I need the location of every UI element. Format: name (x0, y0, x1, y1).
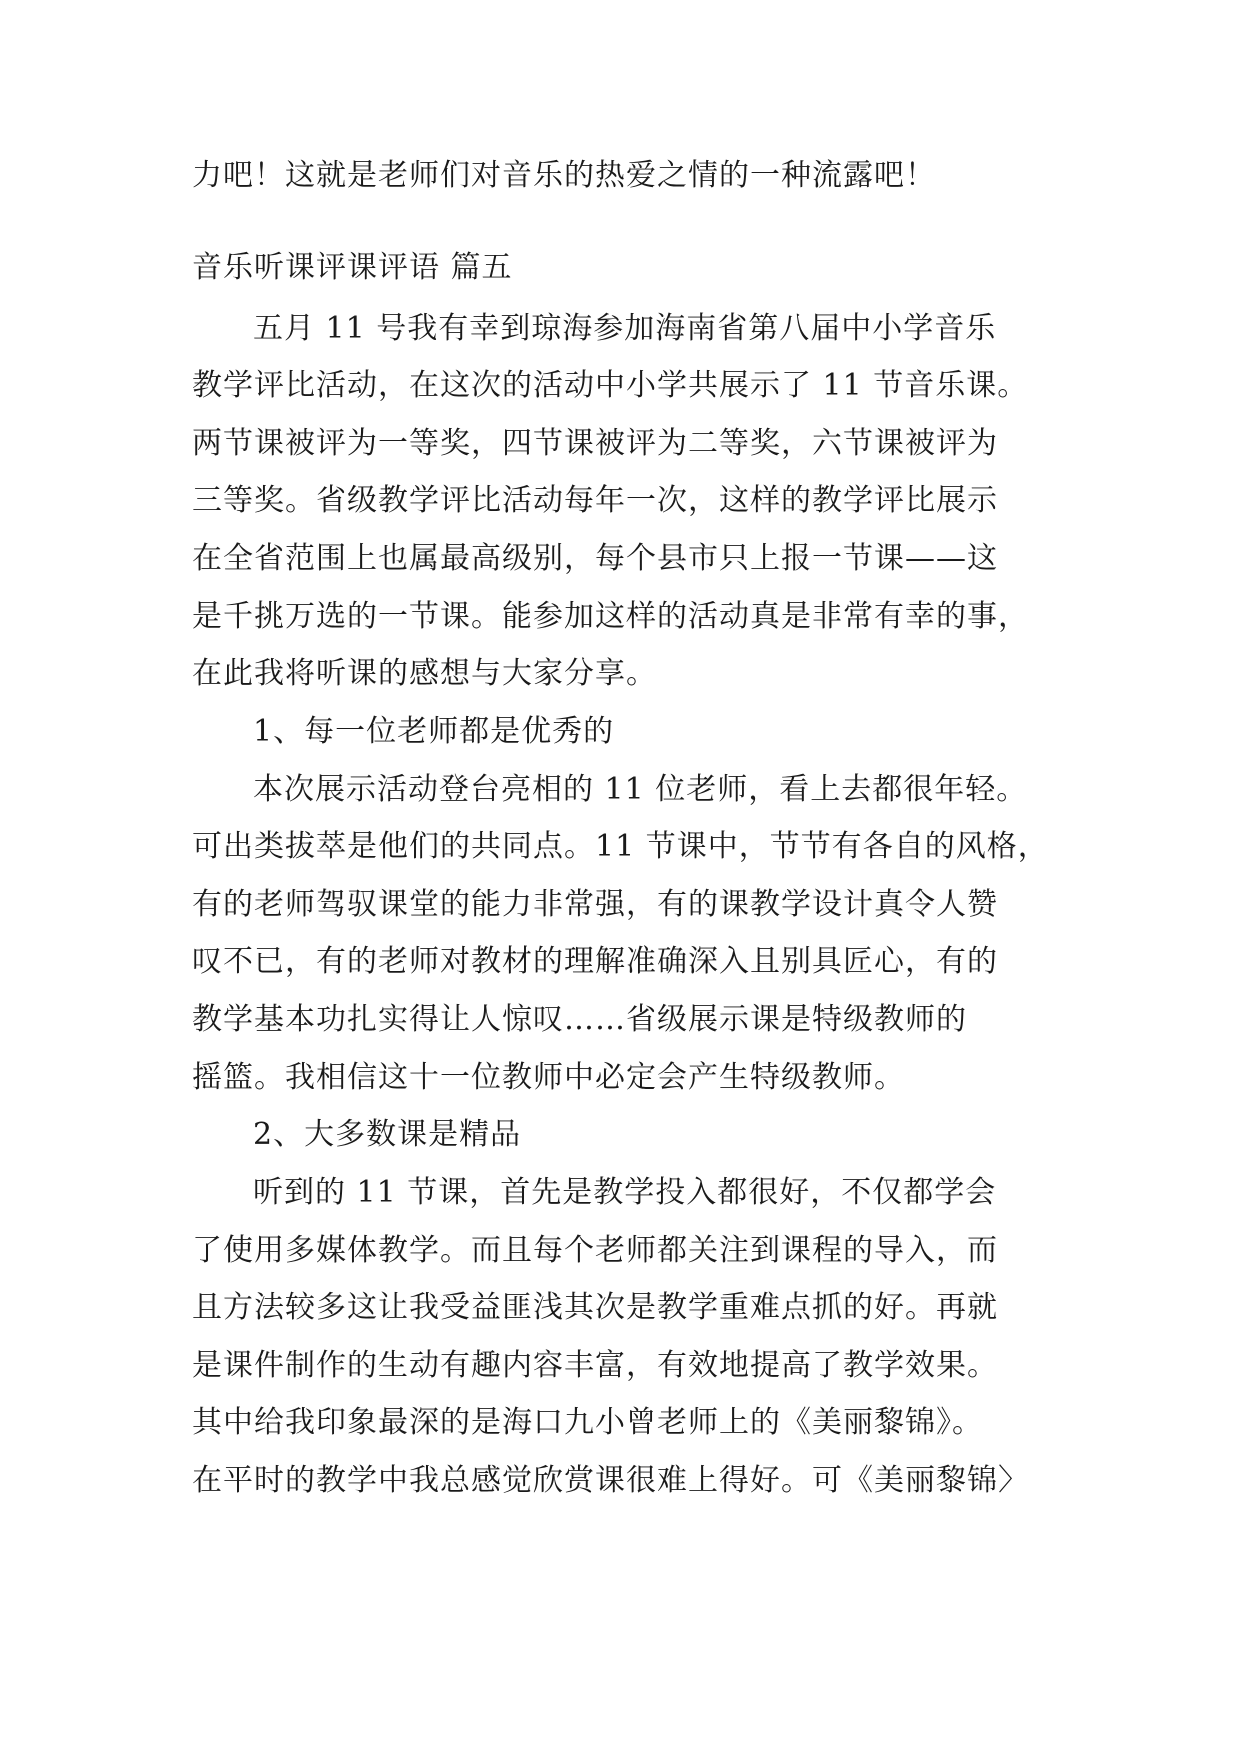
paragraph-line: 听到的 11 节课，首先是教学投入都很好，不仅都学会 (253, 1175, 997, 1210)
paragraph-line: 且方法较多这让我受益匪浅其次是教学重难点抓的好。再就 (192, 1290, 998, 1325)
paragraph-line: 是课件制作的生动有趣内容丰富，有效地提高了教学效果。 (192, 1348, 998, 1383)
paragraph-line: 有的老师驾驭课堂的能力非常强，有的课教学设计真令人赞 (192, 887, 998, 922)
section-heading: 音乐听课评课评语 篇五 (192, 250, 513, 285)
paragraph-line: 教学基本功扎实得让人惊叹……省级展示课是特级教师的 (192, 1002, 967, 1037)
paragraph-line: 在此我将听课的感想与大家分享。 (192, 656, 657, 691)
paragraph-line: 本次展示活动登台亮相的 11 位老师，看上去都很年轻。 (253, 772, 1028, 807)
paragraph-line: 力吧！这就是老师们对音乐的热爱之情的一种流露吧！ (192, 158, 936, 193)
paragraph-line: 其中给我印象最深的是海口九小曾老师上的《美丽黎锦》。 (192, 1405, 983, 1440)
paragraph-line: 可出类拔萃是他们的共同点。11 节课中，节节有各自的风格， (192, 829, 1049, 864)
paragraph-line: 五月 11 号我有幸到琼海参加海南省第八届中小学音乐 (253, 311, 997, 346)
paragraph-line: 摇篮。我相信这十一位教师中必定会产生特级教师。 (192, 1060, 905, 1095)
paragraph-line: 在平时的教学中我总感觉欣赏课很难上得好。可《美丽黎锦〉 (192, 1463, 1029, 1498)
paragraph-line: 两节课被评为一等奖，四节课被评为二等奖，六节课被评为 (192, 426, 998, 461)
list-item-heading: 2、大多数课是精品 (253, 1117, 522, 1152)
paragraph-line: 是千挑万选的一节课。能参加这样的活动真是非常有幸的事， (192, 599, 1029, 634)
list-item-heading: 1、每一位老师都是优秀的 (253, 714, 615, 749)
paragraph-line: 三等奖。省级教学评比活动每年一次，这样的教学评比展示 (192, 483, 998, 518)
paragraph-line: 教学评比活动，在这次的活动中小学共展示了 11 节音乐课。 (192, 368, 1029, 403)
paragraph-line: 了使用多媒体教学。而且每个老师都关注到课程的导入，而 (192, 1233, 998, 1268)
paragraph-line: 在全省范围上也属最高级别，每个县市只上报一节课——这 (192, 541, 998, 576)
paragraph-line: 叹不已，有的老师对教材的理解准确深入且别具匠心，有的 (192, 944, 998, 979)
